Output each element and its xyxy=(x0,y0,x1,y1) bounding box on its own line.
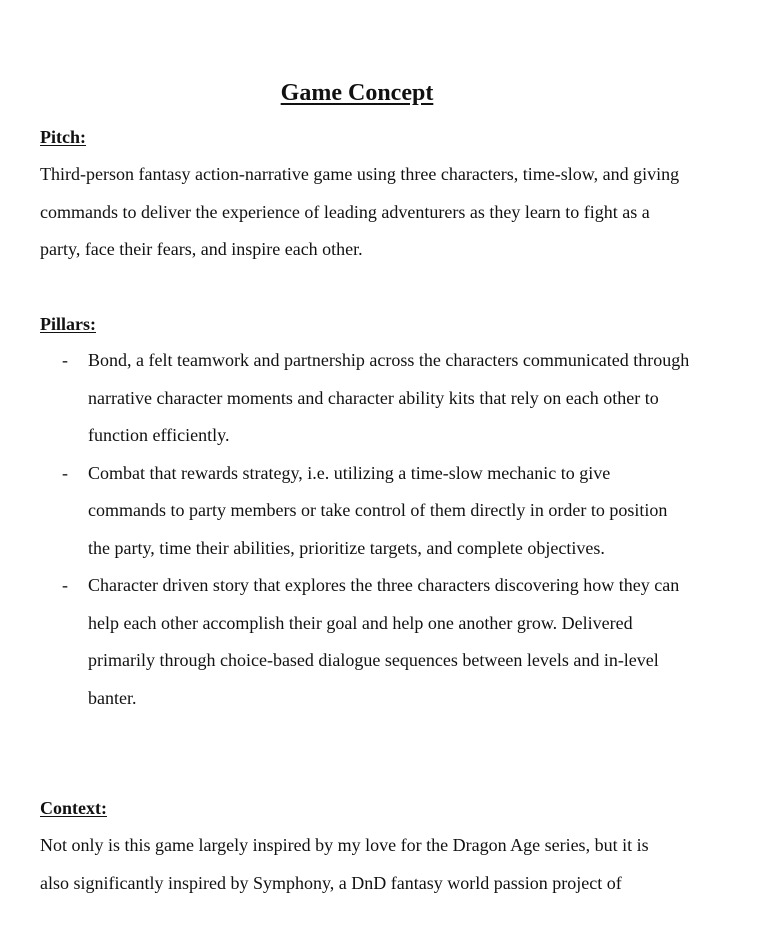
pillar-combat xyxy=(40,455,690,568)
pitch-paragraph: Third-person fantasy action-narrative game using three characters, time-slow, and giving commands to deliver the experience of leading adventurers as they learn to fight as a party, face their fears, and inspire each other. xyxy=(40,164,680,259)
pitch-heading: Pitch: xyxy=(40,127,86,147)
bullet-dash: - xyxy=(62,575,68,595)
pillars-list xyxy=(40,342,690,717)
context-paragraph: Not only is this game largely inspired by my love for the Dragon Age series, but it is also significantly inspired by Symphony, a DnD fantasy world passion project of xyxy=(40,835,649,893)
document-title: Game Concept xyxy=(280,80,434,106)
bullet-dash: - xyxy=(62,462,68,483)
context-heading: Context: xyxy=(40,798,107,818)
pillar-bond xyxy=(40,342,690,455)
pillar-bond-text: Bond, a felt teamwork and partnership across the characters communicated through narrative character moments and character ability kits that rely on each other to function efficiently. xyxy=(88,350,690,445)
pillars-heading: Pillars: xyxy=(40,314,96,334)
pillar-story xyxy=(40,567,690,717)
bullet-dash: - xyxy=(62,350,68,370)
pillar-combat-text: Combat that rewards strategy, i.e. utilizing a time-slow mechanic to give commands to party members or take control of them directly in order to position the party, time their abilities, prioritize targets, and complete objectives. xyxy=(88,462,668,558)
pillar-story-text: Character driven story that explores the three characters discovering how they can help each other accomplish their goal and help one another grow. Delivered primarily through choice-based dialogue sequences between levels and in-level banter. xyxy=(88,575,680,708)
